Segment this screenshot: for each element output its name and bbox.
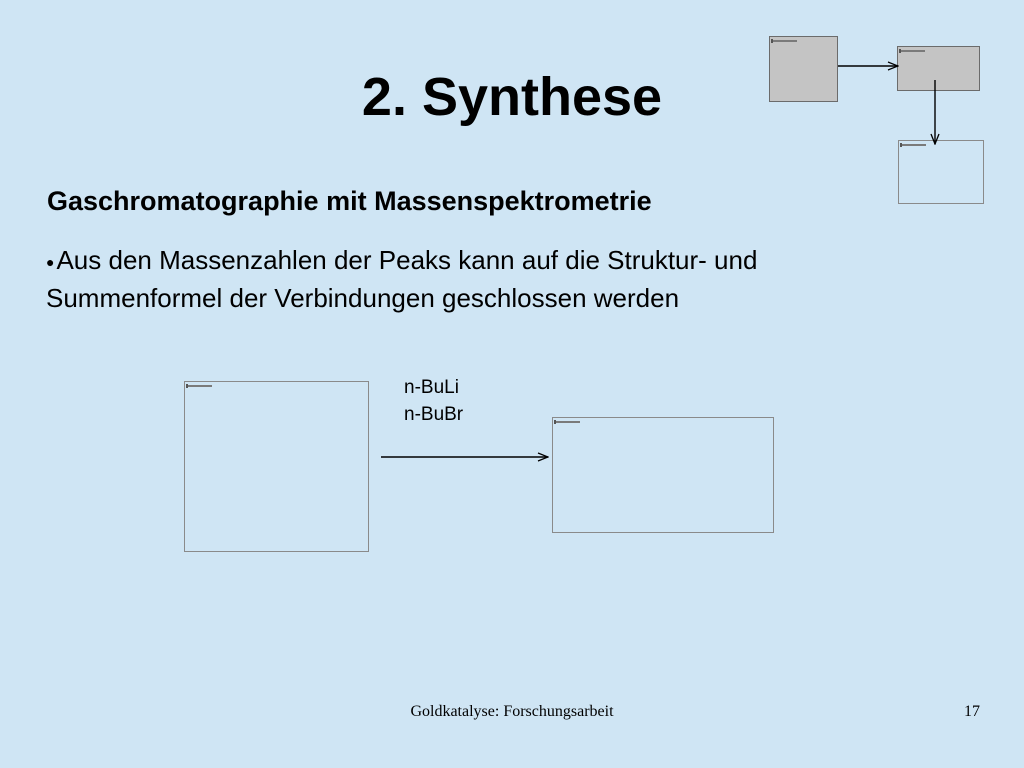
bullet-text: Aus den Massenzahlen der Peaks kann auf die Struktur- und Summenformel der Verbindungen geschlossen werden (46, 245, 758, 314)
embedded-object-icon (901, 50, 925, 52)
schematic-box-intermediate (897, 46, 980, 91)
page-number: 17 (964, 703, 980, 720)
slide-subtitle: Gaschromatographie mit Massenspektrometrie (47, 186, 652, 216)
embedded-object-icon (188, 385, 212, 387)
bullet-paragraph (46, 242, 926, 316)
reagent-label: n-BuBr (404, 404, 464, 425)
embedded-object-icon (556, 421, 580, 423)
footer-text: Goldkatalyse: Forschungsarbeit (410, 703, 614, 720)
bullet-icon: ● (46, 254, 55, 271)
schematic-box-source (769, 36, 838, 102)
product-structure-box (552, 417, 774, 533)
reactant-structure-box (184, 381, 369, 552)
embedded-object-icon (773, 40, 797, 42)
slide-title: 2. Synthese (361, 67, 663, 127)
embedded-object-icon (902, 144, 926, 146)
schematic-box-product (898, 140, 984, 204)
reagent-label: n-BuLi (404, 377, 459, 398)
